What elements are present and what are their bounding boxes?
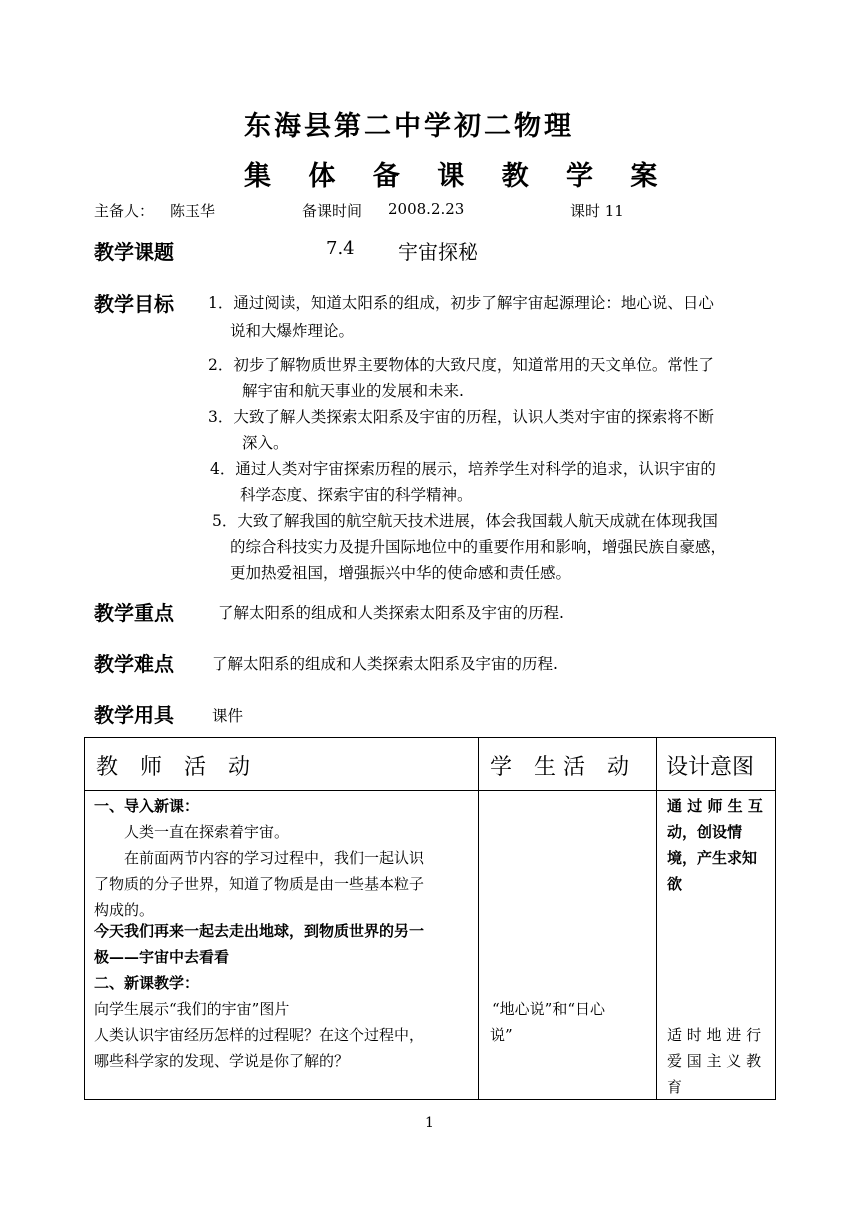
objective-line: 4．通过人类对宇宙探索历程的展示，培养学生对科学的追求，认识宇宙的 [210, 460, 716, 478]
header-design-intent: 设计意图 [666, 755, 755, 780]
tools-text: 课件 [212, 707, 244, 725]
intent-line: 欲 [667, 875, 683, 893]
teacher-line: 了物质的分子世界，知道了物质是由一些基本粒子 [94, 875, 425, 893]
school-title: 东海县第二中学初二物理 [244, 111, 574, 142]
preparer-name: 陈玉华 [170, 202, 216, 220]
prep-time-label: 备课时间 [302, 202, 363, 220]
objective-line: 科学态度、探索宇宙的科学精神。 [240, 486, 473, 504]
objective-line: 2．初步了解物质世界主要物体的大致尺度，知道常用的天文单位。常性了 [208, 356, 714, 374]
prep-time-value: 2008.2.23 [388, 200, 465, 218]
objective-line: 5．大致了解我国的航空航天技术进展，体会我国载人航天成就在体现我国 [212, 512, 718, 530]
teacher-line: 构成的。 [94, 901, 155, 919]
key-points-text: 了解太阳系的组成和人类探索太阳系及宇宙的历程. [218, 604, 564, 622]
teacher-line: 哪些科学家的发现、学说是你了解的？ [94, 1052, 350, 1070]
teacher-line: 今天我们再来一起去走出地球，到物质世界的另一 [94, 922, 425, 940]
teacher-line: 在前面两节内容的学习过程中，我们一起认识 [94, 849, 425, 867]
key-points-label: 教学重点 [94, 601, 174, 625]
objectives-label: 教学目标 [94, 292, 174, 316]
period: 课时 11 [570, 202, 624, 220]
header-teacher-activity: 教 师 活 动 [96, 755, 251, 780]
topic-code: 7.4 [326, 238, 355, 259]
table-column-divider [478, 737, 479, 1100]
student-line: “地心说”和“日心 [492, 1000, 606, 1018]
intent-line: 育 [667, 1078, 683, 1096]
objective-line: 深入。 [242, 434, 289, 452]
preparer-label: 主备人： [94, 202, 155, 220]
objective-line: 说和大爆炸理论。 [230, 322, 355, 340]
table-header-divider [84, 790, 776, 791]
teacher-line: 人类认识宇宙经历怎样的过程呢？在这个过程中， [94, 1026, 425, 1044]
objective-line: 1．通过阅读，知道太阳系的组成，初步了解宇宙起源理论：地心说、日心 [208, 294, 714, 312]
header-student-activity: 学 生 活 动 [490, 755, 629, 780]
student-line: 说” [490, 1026, 513, 1044]
objective-line: 更加热爱祖国，增强振兴中华的使命感和责任感。 [230, 564, 572, 582]
intent-line: 动，创设情 [667, 823, 743, 841]
teacher-line: 人类一直在探索着宇宙。 [94, 823, 290, 841]
topic-title: 宇宙探秘 [398, 240, 478, 264]
intent-line: 通 过 师 生 互 [667, 797, 763, 815]
page-number: 1 [425, 1115, 434, 1131]
teacher-line: 二、新课教学： [94, 974, 200, 992]
difficulties-label: 教学难点 [94, 652, 174, 676]
intent-line: 境，产生求知 [667, 849, 758, 867]
intent-line: 爱 国 主 义 教 [667, 1052, 762, 1070]
objective-line: 的综合科技实力及提升国际地位中的重要作用和影响，增强民族自豪感， [230, 538, 727, 556]
objective-line: 解宇宙和航天事业的发展和未来. [242, 382, 464, 400]
plan-title: 集 体 备 课 教 学 案 [244, 161, 672, 192]
table-column-divider [656, 737, 657, 1100]
teacher-line: 向学生展示“我们的宇宙”图片 [94, 1000, 290, 1018]
teacher-line: 一、导入新课： [94, 797, 200, 815]
difficulties-text: 了解太阳系的组成和人类探索太阳系及宇宙的历程. [212, 655, 558, 673]
tools-label: 教学用具 [94, 703, 174, 727]
intent-line: 适 时 地 进 行 [667, 1026, 762, 1044]
topic-label: 教学课题 [94, 240, 174, 264]
teacher-line: 极——宇宙中去看看 [94, 948, 230, 966]
objective-line: 3．大致了解人类探索太阳系及宇宙的历程，认识人类对宇宙的探索将不断 [208, 408, 714, 426]
